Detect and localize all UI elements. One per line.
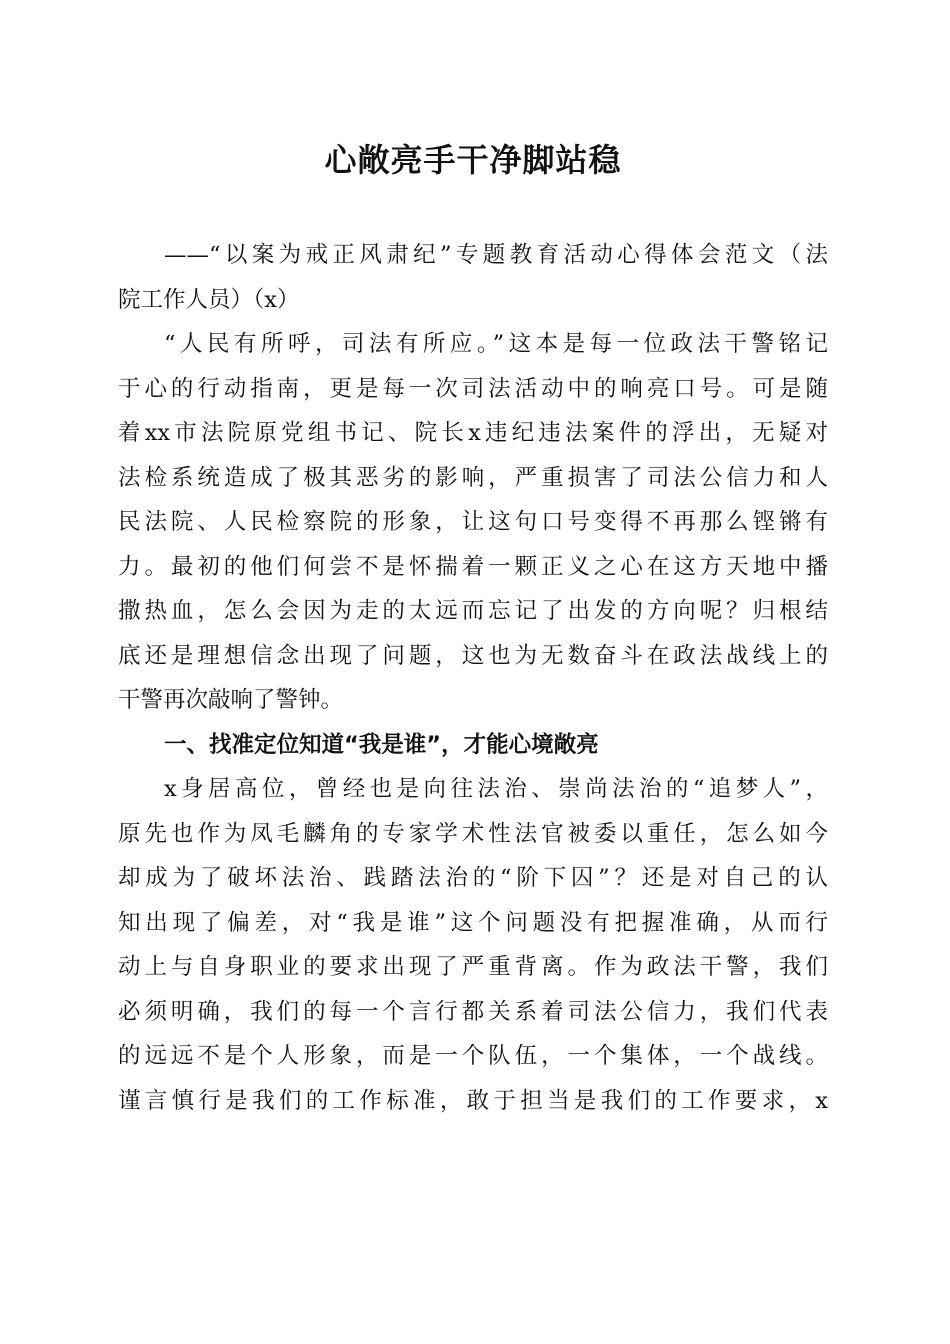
paragraph-line: 民法院、人民检察院的形象，让这句口号变得不再那么铿锵有	[118, 509, 828, 535]
paragraph-line: 动上与自身职业的要求出现了严重背离。作为政法干警，我们	[118, 954, 828, 980]
paragraph-line: 底还是理想信念出现了问题，这也为无数奋斗在政法战线上的	[118, 642, 828, 669]
paragraph-line: x身居高位，曾经也是向往法治、崇尚法治的“追梦人”，	[164, 776, 828, 802]
paragraph-line: 于心的行动指南，更是每一次司法活动中的响亮口号。可是随	[118, 375, 828, 402]
paragraph-line: 法检系统造成了极其恶劣的影响，严重损害了司法公信力和人	[118, 464, 828, 491]
paragraph-line: 却成为了破坏法治、践踏法治的“阶下囚”？还是对自己的认	[118, 865, 828, 891]
paragraph-line: 必须明确，我们的每一个言行都关系着司法公信力，我们代表	[118, 998, 828, 1025]
paragraph-line: 原先也作为凤毛麟角的专家学术性法官被委以重任，怎么如今	[118, 820, 828, 847]
subtitle-line: 院工作人员）（x）	[118, 286, 300, 313]
paragraph-line: 撒热血，怎么会因为走的太远而忘记了出发的方向呢？归根结	[118, 598, 828, 624]
paragraph-line: 着xx市法院原党组书记、院长x违纪违法案件的浮出，无疑对	[118, 420, 828, 446]
paragraph-line: 谨言慎行是我们的工作标准，敢于担当是我们的工作要求，x	[118, 1087, 828, 1114]
document-body	[118, 233, 828, 1123]
paragraph-line: 知出现了偏差，对“我是谁”这个问题没有把握准确，从而行	[118, 909, 828, 936]
paragraph-line: 干警再次敲响了警钟。	[118, 687, 344, 713]
paragraph-line: 的远远不是个人形象，而是一个队伍，一个集体，一个战线。	[118, 1043, 828, 1069]
subtitle-line: ——“以案为戒正风肃纪”专题教育活动心得体会范文（法	[164, 242, 828, 268]
paragraph-line: 力。最初的他们何尝不是怀揣着一颗正义之心在这方天地中播	[118, 553, 828, 580]
paragraph-line: “人民有所呼，司法有所应。”这本是每一位政法干警铭记	[164, 331, 828, 357]
document-title: 心敞亮手干净脚站稳	[324, 141, 622, 179]
section-heading: 一、找准定位知道“我是谁”，才能心境敞亮	[164, 731, 599, 758]
